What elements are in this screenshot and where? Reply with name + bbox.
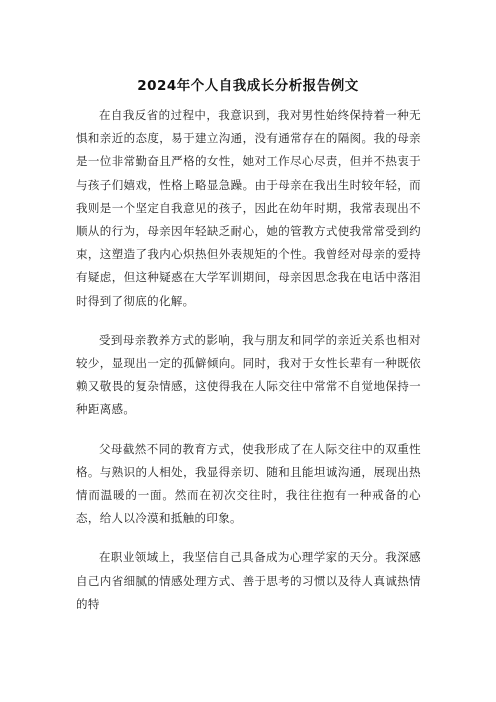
paragraph-1: 在自我反省的过程中，我意识到，我对男性始终保持着一种无惧和亲近的态度，易于建立沟通，没有通常存在的隔阂。我的母亲是一位非常勤奋且严格的女性，她对工作尽心尽责，但并不热衷于与孩子们嬉戏，性格上略显急躁。由于母亲在我出生时较年轻，而我则是一个坚定自我意见的孩子，因此在幼年时期，我常表现出不顺从的行为，母亲因年轻缺乏耐心，她的管教方式使我常常受到约束，这塑造了我内心炽热但外表规矩的个性。我曾经对母亲的爱持有疑虑，但这种疑惑在大学军训期间，母亲因思念我在电话中落泪时得到了彻底的化解。 — [76, 108, 421, 308]
document-body — [76, 104, 421, 632]
paragraph-2: 受到母亲教养方式的影响，我与朋友和同学的亲近关系也相对较少，显现出一定的孤僻倾向。同时，我对于女性长辈有一种既依赖又敬畏的复杂情感，这使得我在人际交往中常常不自觉地保持一种距离感。 — [76, 332, 421, 417]
paragraph-4: 在职业领域上，我坚信自己具备成为心理学家的天分。我深感自己内省细腻的情感处理方式、善于思考的习惯以及待人真诚热情的特 — [76, 550, 421, 611]
document-title: 2024年个人自我成长分析报告例文 — [137, 78, 359, 94]
paragraph-3: 父母截然不同的教育方式，使我形成了在人际交往中的双重性格。与熟识的人相处，我显得亲切、随和且能坦诚沟通，展现出热情而温暖的一面。然而在初次交往时，我往往抱有一种戒备的心态，给人以冷漠和抵触的印象。 — [76, 441, 421, 526]
